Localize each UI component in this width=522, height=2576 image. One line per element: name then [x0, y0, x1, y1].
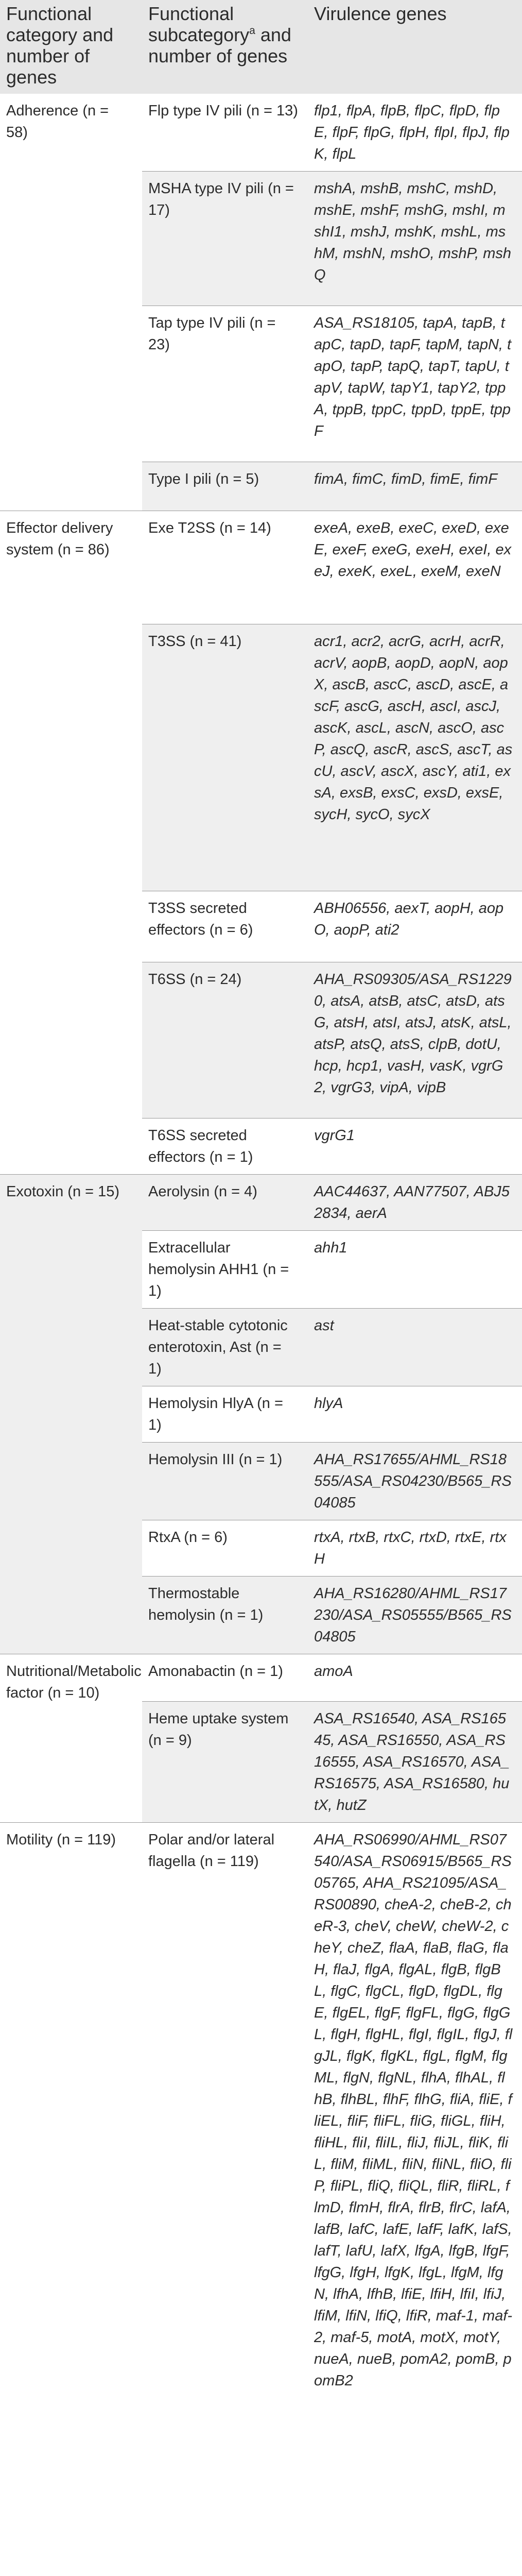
category-cell: Motility (n = 119)	[0, 1823, 142, 2576]
table-row	[0, 1175, 522, 1231]
genes-cell: rtxA, rtxB, rtxC, rtxD, rtxE, rtxH	[308, 1520, 522, 1577]
category-cell: Effector delivery system (n = 86)	[0, 511, 142, 1175]
category-cell: Exotoxin (n = 15)	[0, 1175, 142, 1654]
genes-cell: ahh1	[308, 1231, 522, 1309]
genes-cell: acr1, acr2, acrG, acrH, acrR, acrV, aopB, aopD, aopN, aopX, ascB, ascC, ascD, ascE, ascF, ascG, ascH, ascI, ascJ, ascK, ascL, ascN, ascO, ascP, ascQ, ascR, ascS, ascT, ascU, ascV, ascX, ascY, ati1, exsA, exsB, exsC, exsD, exsE, sycH, sycO, sycX	[308, 624, 522, 891]
header-subcategory-sup: a	[249, 25, 255, 37]
genes-cell: hlyA	[308, 1386, 522, 1443]
genes-cell: AHA_RS06990/AHML_RS07540/ASA_RS06915/B565_RS05765, AHA_RS21095/ASA_RS00890, cheA-2, cheB-2, cheR-3, cheV, cheW, cheW-2, cheY, cheZ, flaA, flaB, flaG, flaH, flaJ, flgA, flgAL, flgB, flgBL, flgC, flgCL, flgD, flgDL, flgE, flgEL, flgF, flgFL, flgG, flgGL, flgH, flgHL, flgI, flgIL, flgJ, flgJL, flgK, flgKL, flgL, flgM, flgML, flgN, flgNL, flhA, flhAL, flhB, flhBL, flhF, flhG, fliA, fliE, fliEL, fliF, fliFL, fliG, fliGL, fliH, fliHL, fliI, fliIL, fliJ, fliJL, fliK, fliL, fliM, fliML, fliN, fliNL, fliO, fliP, fliPL, fliQ, fliQL, fliR, fliRL, flmD, flmH, flrA, flrB, flrC, lafA, lafB, lafC, lafE, lafF, lafK, lafS, lafT, lafU, lafX, lfgA, lfgB, lfgF, lfgG, lfgH, lfgK, lfgL, lfgM, lfgN, lfhA, lfhB, lfiE, lfiH, lfiI, lfiJ, lfiM, lfiN, lfiQ, lfiR, maf-1, maf-2, maf-5, motA, motX, motY, nueA, nueB, pomA2, pomB, pomB2	[308, 1823, 522, 2576]
category-cell: Adherence (n = 58)	[0, 94, 142, 511]
subcategory-cell: Hemolysin III (n = 1)	[142, 1443, 308, 1520]
table-row	[0, 1654, 522, 1702]
subcategory-cell: Thermostable hemolysin (n = 1)	[142, 1577, 308, 1654]
table-header	[0, 0, 522, 94]
subcategory-cell: T6SS secreted effectors (n = 1)	[142, 1118, 308, 1175]
subcategory-cell: MSHA type IV pili (n = 17)	[142, 172, 308, 306]
genes-cell: ast	[308, 1309, 522, 1386]
subcategory-cell: Polar and/or lateral flagella (n = 119)	[142, 1823, 308, 2576]
genes-cell: amoA	[308, 1654, 522, 1702]
genes-cell: ABH06556, aexT, aopH, aopO, aopP, ati2	[308, 891, 522, 962]
subcategory-cell: Tap type IV pili (n = 23)	[142, 306, 308, 462]
genes-cell: AHA_RS16280/AHML_RS17230/ASA_RS05555/B565_RS04805	[308, 1577, 522, 1654]
header-subcategory-text: Functional subcategory	[148, 3, 250, 45]
subcategory-cell: Flp type IV pili (n = 13)	[142, 94, 308, 172]
genes-cell: ASA_RS16540, ASA_RS16545, ASA_RS16550, ASA_RS16555, ASA_RS16570, ASA_RS16575, ASA_RS16580, hutX, hutZ	[308, 1702, 522, 1823]
category-cell: Nutritional/Metabolic factor (n = 10)	[0, 1654, 142, 1823]
header-genes: Virulence genes	[308, 0, 522, 94]
subcategory-cell: T3SS (n = 41)	[142, 624, 308, 891]
subcategory-cell: RtxA (n = 6)	[142, 1520, 308, 1577]
genes-cell: AHA_RS09305/ASA_RS12290, atsA, atsB, atsC, atsD, atsG, atsH, atsI, atsJ, atsK, atsL, atsP, atsQ, atsS, clpB, dotU, hcp, hcp1, vasH, vasK, vgrG2, vgrG3, vipA, vipB	[308, 962, 522, 1118]
subcategory-cell: Type I pili (n = 5)	[142, 462, 308, 511]
subcategory-cell: T6SS (n = 24)	[142, 962, 308, 1118]
genes-cell: AHA_RS17655/AHML_RS18555/ASA_RS04230/B565_RS04085	[308, 1443, 522, 1520]
genes-cell: mshA, mshB, mshC, mshD, mshE, mshF, mshG, mshI, mshI1, mshJ, mshK, mshL, mshM, mshN, mshO, mshP, mshQ	[308, 172, 522, 306]
subcategory-cell: Hemolysin HlyA (n = 1)	[142, 1386, 308, 1443]
genes-cell: ASA_RS18105, tapA, tapB, tapC, tapD, tapF, tapM, tapN, tapO, tapP, tapQ, tapT, tapU, tapV, tapW, tapY1, tapY2, tppA, tppB, tppC, tppD, tppE, tppF	[308, 306, 522, 462]
genes-cell: exeA, exeB, exeC, exeD, exeE, exeF, exeG, exeH, exeI, exeJ, exeK, exeL, exeM, exeN	[308, 511, 522, 624]
header-subcategory	[142, 0, 308, 94]
table-row	[0, 511, 522, 624]
subcategory-cell: Extracellular hemolysin AHH1 (n = 1)	[142, 1231, 308, 1309]
table-row	[0, 94, 522, 172]
subcategory-cell: Aerolysin (n = 4)	[142, 1175, 308, 1231]
subcategory-cell: T3SS secreted effectors (n = 6)	[142, 891, 308, 962]
subcategory-cell: Amonabactin (n = 1)	[142, 1654, 308, 1702]
genes-cell: AAC44637, AAN77507, ABJ52834, aerA	[308, 1175, 522, 1231]
header-subcategory-tail: and number of genes	[148, 24, 291, 66]
subcategory-cell: Heme uptake system (n = 9)	[142, 1702, 308, 1823]
subcategory-cell: Exe T2SS (n = 14)	[142, 511, 308, 624]
table-row	[0, 1823, 522, 2576]
genes-cell: flp1, flpA, flpB, flpC, flpD, flpE, flpF, flpG, flpH, flpI, flpJ, flpK, flpL	[308, 94, 522, 172]
genes-cell: fimA, fimC, fimD, fimE, fimF	[308, 462, 522, 511]
genes-cell: vgrG1	[308, 1118, 522, 1175]
header-category: Functional category and number of genes	[0, 0, 142, 94]
subcategory-cell: Heat-stable cytotonic enterotoxin, Ast (n = 1)	[142, 1309, 308, 1386]
